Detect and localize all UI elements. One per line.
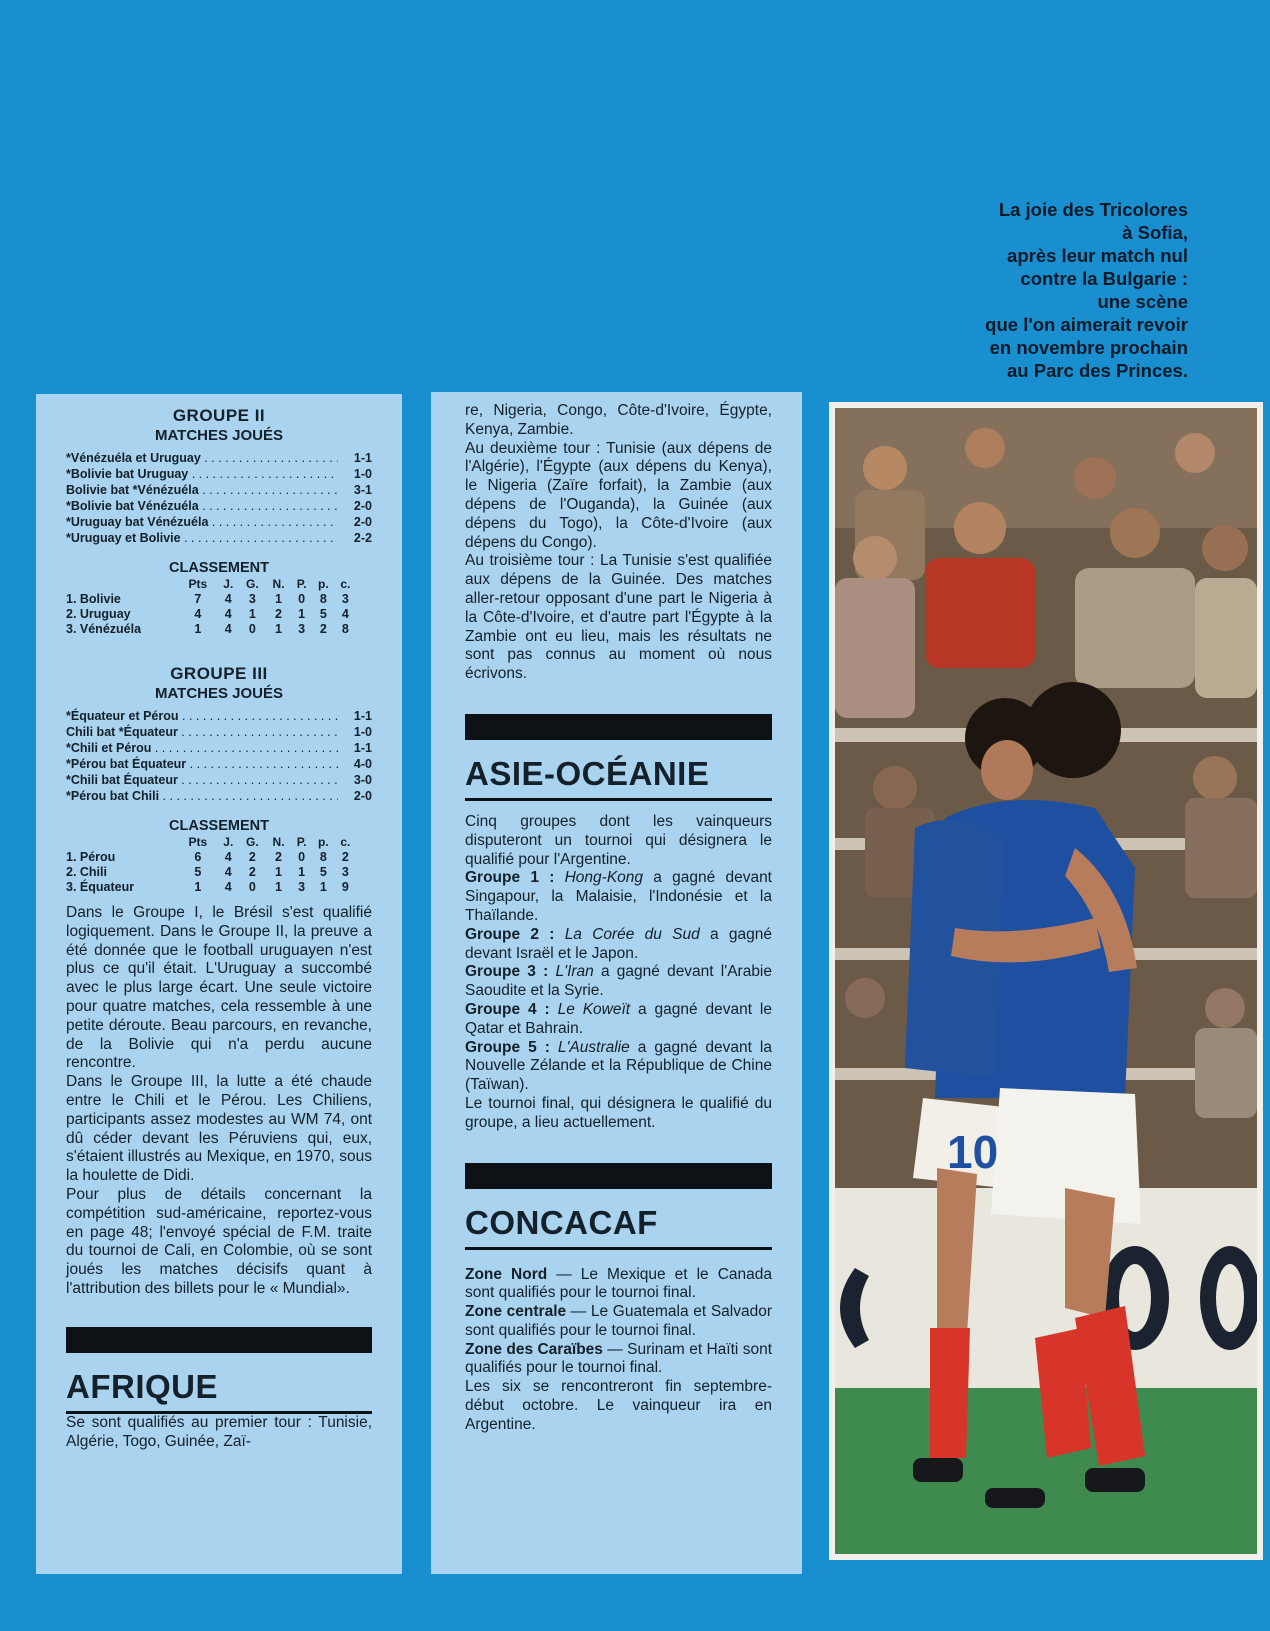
table-row: 3. Vénézuéla 1 4 0 1 3 2 8 [66, 621, 349, 636]
groupe3-matches [66, 708, 372, 804]
match-row: *Bolivie bat Uruguay . . . 1-0 [66, 466, 372, 482]
concacaf-zone-item: Zone Nord — Le Mexique et le Canada sont qualifiés pour le tournoi final. [465, 1265, 772, 1302]
groupe2-matches-title: MATCHES JOUÉS [154, 427, 284, 444]
table-row: 3. Équateur 1 4 0 1 3 1 9 [66, 879, 349, 894]
match-row: *Pérou bat Chili . . . 2-0 [66, 788, 372, 804]
asie-outro: Le tournoi final, qui désignera le qualifié du groupe, a lieu actuellement. [465, 1094, 772, 1131]
table-header-row: Pts J. G. N. P. p. c. [188, 834, 351, 849]
photo-illustration [835, 408, 1257, 1554]
shirt-number: 10 [947, 1126, 999, 1178]
concacaf-outro: Les six se rencontreront fin septembre-début octobre. Le vainqueur ira en Argentine. [465, 1378, 772, 1433]
match-row: *Vénézuéla et Uruguay . . . 1-1 [66, 450, 372, 466]
groupe3-classement-title: CLASSEMENT [169, 818, 269, 834]
section-divider-bar [66, 1327, 372, 1353]
section-title-asie-oceanie: ASIE-OCÉANIE [465, 754, 772, 801]
section-divider-bar [465, 714, 772, 740]
match-row: Chili bat *Équateur . . . 1-0 [66, 724, 372, 740]
groupe2-classement-title: CLASSEMENT [169, 560, 269, 576]
asie-group-item: Groupe 1 : Hong-Kong a gagné devant Singapour, la Malaisie, l'Indonésie et la Thaïlande. [465, 869, 772, 924]
concacaf-section [465, 1266, 772, 1435]
asie-group-item: Groupe 2 : La Corée du Sud a gagné devant Israël et le Japon. [465, 925, 772, 962]
paragraph: Dans le Groupe I, le Brésil s'est qualifié logiquement. Dans le Groupe II, la preuve a été donnée que le football uruguayen n'est plus ce qu'il était. L'Uruguay a succombé avec le plus large écart. Une seule victoire pour quatre matches, cela ressemble à une petite déroute. Beau parcours, en revanche, de la Bolivie qui n'a perdu aucune rencontre. [66, 904, 372, 1072]
section-divider-bar [465, 1163, 772, 1189]
table-row: 1. Pérou 6 4 2 2 0 8 2 [66, 849, 349, 864]
groupe2-title: GROUPE II [172, 406, 266, 425]
asie-intro: Cinq groupes dont les vainqueurs disputeront un tournoi qui désignera le qualifié pour l'Argentine. [465, 812, 772, 868]
match-row: *Équateur et Pérou . . . 1-1 [66, 708, 372, 724]
section-title-concacaf: CONCACAF [465, 1203, 772, 1250]
concacaf-zone-item: Zone des Caraïbes — Surinam et Haïti sont qualifiés pour le tournoi final. [465, 1340, 772, 1377]
afrique-paragraph: Au deuxième tour : Tunisie (aux dépens de l'Algérie), l'Égypte (aux dépens du Kenya), le Nigeria (Zaïre forfait), la Zambie (aux dépens de l'Ouganda), la Guinée (aux dépens du Togo), la Côte-d'Ivoire (aux dépens du Congo). [465, 439, 772, 551]
table-header-row: Pts J. G. N. P. p. c. [188, 576, 351, 591]
section-title-afrique: AFRIQUE [66, 1367, 372, 1414]
asie-section [465, 813, 772, 1133]
match-row: *Chili bat Équateur . . . 3-0 [66, 772, 372, 788]
groupe3-title: GROUPE III [170, 664, 268, 683]
afrique-intro: Se sont qualifiés au premier tour : Tunisie, Algérie, Togo, Guinée, Zaï- [66, 1413, 372, 1450]
groupe3-standings-table [66, 834, 356, 894]
groupe2-matches [66, 450, 372, 546]
table-row: 1. Bolivie 7 4 3 1 0 8 3 [66, 591, 349, 606]
paragraph: Pour plus de détails concernant la compétition sud-américaine, reportez-vous en page 48; l'envoyé spécial de F.M. traite du tournoi de Cali, en Colombie, où se sont joués les matches décisifs quant à l'attribution des billets pour le « Mundial». [66, 1185, 372, 1297]
concacaf-zone-item: Zone centrale — Le Guatemala et Salvador sont qualifiés pour le tournoi final. [465, 1303, 772, 1339]
table-row: 2. Chili 5 4 2 1 1 5 3 [66, 864, 349, 879]
column-middle [431, 392, 802, 1574]
match-row: *Uruguay et Bolivie . . . 2-2 [66, 530, 372, 546]
match-row: *Bolivie bat Vénézuéla . . . 2-0 [66, 498, 372, 514]
paragraph: Dans le Groupe III, la lutte a été chaude entre le Chili et le Pérou. Les Chiliens, participants assez modestes au WM 74, ont dû céder devant les Péruviens qui, eux, s'étaient illustrés au Mexique, en 1970, sous la houlette de Didi. [66, 1073, 372, 1185]
team-celebration-photo [829, 402, 1263, 1560]
match-row: *Pérou bat Équateur . . . 4-0 [66, 756, 372, 772]
column-left [36, 394, 402, 1574]
afrique-paragraph: re, Nigeria, Congo, Côte-d'Ivoire, Égypte, Kenya, Zambie. [465, 402, 772, 438]
afrique-paragraph: Au troisième tour : La Tunisie s'est qualifiée aux dépens de la Guinée. Des matches aller-retour opposant d'une part le Nigeria à la Côte-d'Ivoire, et d'autre part l'Égypte à la Zambie ont eu lieu, mais les résultats ne sont pas connus au moment où nous écrivons. [465, 552, 772, 683]
groupe2-standings-table [66, 576, 356, 636]
match-row: *Chili et Pérou . . . 1-1 [66, 740, 372, 756]
asie-group-item: Groupe 3 : L'Iran a gagné devant l'Arabie Saoudite et la Syrie. [465, 963, 773, 1000]
table-row: 2. Uruguay 4 4 1 2 1 5 4 [66, 606, 349, 621]
match-row: *Uruguay bat Vénézuéla . . . 2-0 [66, 514, 372, 530]
groupe3-matches-title: MATCHES JOUÉS [154, 685, 284, 702]
commentary [66, 904, 372, 1299]
asie-group-item: Groupe 4 : Le Koweït a gagné devant le Qatar et Bahrain. [465, 1000, 772, 1037]
match-row: Bolivie bat *Vénézuéla . . . 3-1 [66, 482, 372, 498]
photo-caption: La joie des Tricolores à Sofia, après leur match nul contre la Bulgarie : une scène que l'on aimerait revoir en novembre prochain au Parc des Princes. [985, 199, 1188, 381]
asie-group-item: Groupe 5 : L'Australie a gagné devant la Nouvelle Zélande et la République de Chine (Taïwan). [465, 1038, 772, 1094]
